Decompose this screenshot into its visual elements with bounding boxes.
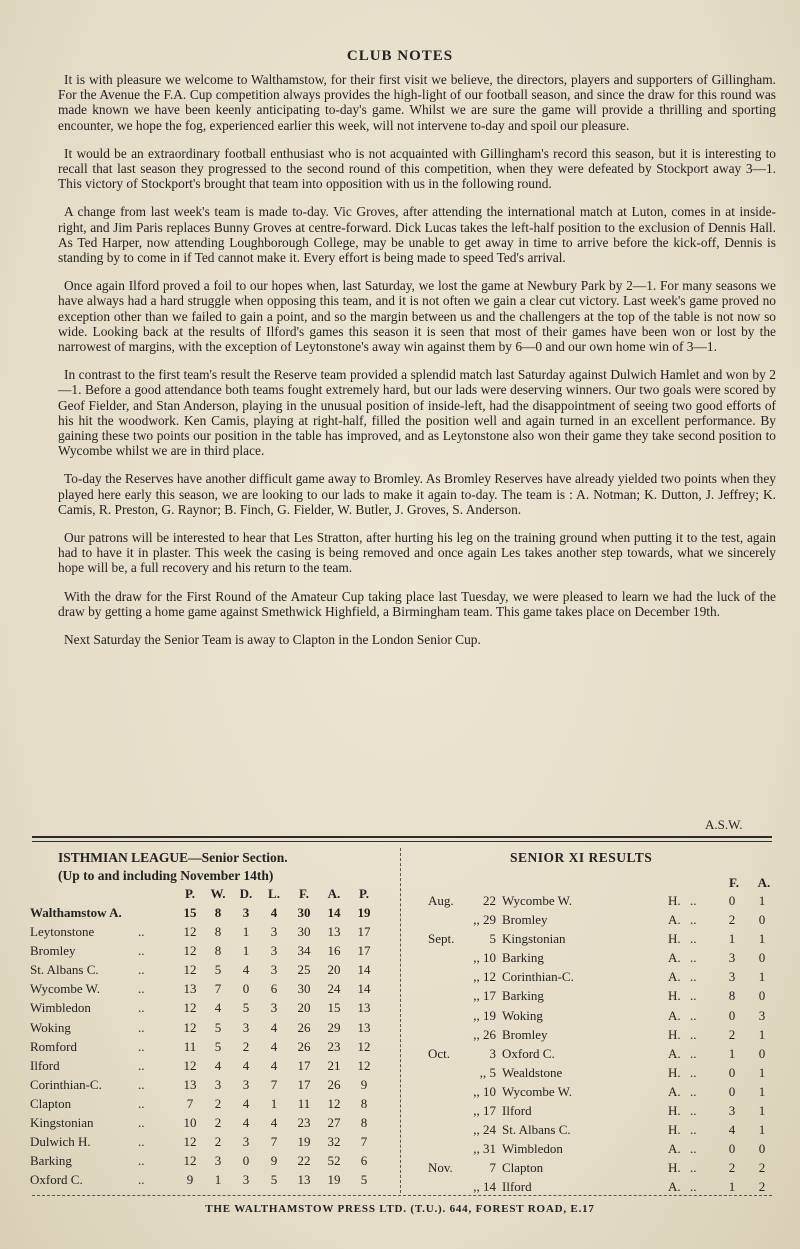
stat-cell: 16	[327, 943, 341, 959]
printer-imprint: THE WALTHAMSTOW PRESS LTD. (T.U.). 644, FOREST ROAD, E.17	[205, 1203, 595, 1215]
leader-dots: ..	[138, 1000, 145, 1016]
stat-cell: 13	[327, 924, 341, 940]
stat-cell: 8	[214, 943, 222, 959]
stat-cell: 23	[297, 1115, 311, 1131]
stat-cell: 11	[297, 1095, 311, 1111]
table-row	[30, 943, 390, 962]
day: ,, 26	[473, 1026, 496, 1042]
opponent: Kingstonian	[502, 931, 566, 947]
team-name: Barking	[30, 1153, 72, 1169]
result-row	[410, 1141, 780, 1160]
goals-for: 0	[728, 893, 736, 908]
stat-cell: 6	[270, 981, 278, 997]
month: Oct.	[428, 1045, 451, 1061]
club-notes-body	[58, 72, 776, 660]
league-column-header: W.	[210, 886, 226, 901]
stat-cell: 3	[242, 1076, 250, 1092]
page-title: CLUB NOTES	[346, 48, 454, 64]
result-row	[410, 931, 780, 950]
month: Sept.	[428, 931, 455, 947]
month: Aug.	[428, 893, 454, 908]
stat-cell: 5	[270, 1172, 278, 1188]
stat-cell: 20	[297, 1000, 311, 1016]
divider-rule	[32, 836, 772, 838]
stat-cell: 14	[357, 962, 371, 978]
goals-for: 2	[728, 912, 736, 928]
venue: H.	[668, 1103, 681, 1119]
team-name: Corinthian-C.	[30, 1076, 102, 1092]
goals-against: 0	[758, 912, 766, 928]
stat-cell: 7	[270, 1134, 278, 1150]
goals-against: 0	[758, 988, 766, 1004]
league-column-header: F.	[299, 886, 309, 901]
stat-cell: 3	[270, 943, 278, 959]
stat-cell: 13	[357, 1000, 371, 1016]
result-row	[410, 969, 780, 988]
stat-cell: 17	[357, 943, 371, 959]
stat-cell: 30	[297, 981, 311, 997]
paragraph: With the draw for the First Round of the Amateur Cup taking place last Tuesday, we were pleased to learn we had the luck of the draw by getting a home game against Smethwick Highfield, a Birmingham team. This game takes place on December 19th.	[58, 588, 776, 619]
table-row	[30, 1077, 390, 1096]
team-name: Dulwich H.	[30, 1134, 91, 1150]
stat-cell: 4	[270, 905, 278, 920]
opponent: Barking	[502, 988, 544, 1004]
opponent: Corinthian-C.	[502, 969, 574, 985]
stat-cell: 2	[214, 1134, 222, 1150]
leader-dots: ..	[690, 1064, 697, 1080]
stat-cell: 30	[297, 924, 311, 940]
result-row	[410, 1122, 780, 1141]
team-name: Wycombe W.	[30, 981, 100, 997]
column-divider	[400, 848, 401, 1193]
leader-dots: ..	[690, 1141, 697, 1157]
stat-cell: 2	[214, 1095, 222, 1111]
stat-cell: 12	[183, 1057, 197, 1073]
goals-for: 4	[728, 1122, 736, 1138]
league-rows	[30, 905, 390, 1191]
stat-cell: 3	[270, 1000, 278, 1016]
leader-dots: ..	[690, 1179, 697, 1195]
stat-cell: 10	[183, 1115, 197, 1131]
goals-for: 3	[728, 1103, 736, 1119]
for-header: F.	[729, 875, 739, 890]
leader-dots: ..	[690, 988, 697, 1004]
divider-rule	[32, 1195, 772, 1196]
opponent: Woking	[502, 1007, 543, 1023]
venue: H.	[668, 931, 681, 947]
goals-for: 1	[728, 1045, 736, 1061]
team-name: Leytonstone	[30, 924, 95, 940]
leader-dots: ..	[138, 1134, 145, 1150]
stat-cell: 6	[360, 1153, 368, 1169]
stat-cell: 4	[270, 1057, 278, 1073]
results-column-headers	[410, 875, 780, 891]
team-name: Woking	[30, 1019, 71, 1035]
league-subheading: (Up to and including November 14th)	[58, 868, 274, 883]
stat-cell: 52	[327, 1153, 341, 1169]
stat-cell: 26	[297, 1019, 311, 1035]
stat-cell: 13	[183, 981, 197, 997]
leader-dots: ..	[138, 1019, 145, 1035]
leader-dots: ..	[138, 1076, 145, 1092]
stat-cell: 8	[214, 905, 222, 920]
stat-cell: 29	[327, 1019, 341, 1035]
stat-cell: 23	[327, 1038, 341, 1054]
stat-cell: 24	[327, 981, 341, 997]
results-heading: SENIOR XI RESULTS	[510, 850, 653, 865]
leader-dots: ..	[690, 912, 697, 928]
leader-dots: ..	[690, 1083, 697, 1099]
stat-cell: 19	[327, 1172, 341, 1188]
paragraph: Once again Ilford proved a foil to our hopes when, last Saturday, we lost the game at Newbury Park by 2—1. For many seasons we have always had a hard struggle when opposing this team, and it is not often we gain a clear cut victory. Last week's game proved no exception other than we failed to gain a point, and so the margin between us and the challengers at the top of the table is not now so wide. Looking back at the results of Ilford's games this season it is seen that most of their games have been won or lost by the narrowest of margins, with the exception of Leytonstone's away win against them by 6—0 and our own home win of 3—1.	[58, 278, 776, 355]
stat-cell: 2	[214, 1115, 222, 1131]
opponent: St. Albans C.	[502, 1122, 571, 1138]
day: ,, 17	[473, 988, 496, 1004]
goals-against: 1	[758, 931, 766, 947]
venue: H.	[668, 988, 681, 1004]
stat-cell: 17	[297, 1076, 311, 1092]
goals-for: 1	[728, 931, 736, 947]
signoff: A.S.W.	[705, 817, 743, 832]
goals-against: 0	[758, 1141, 766, 1157]
stat-cell: 27	[327, 1115, 341, 1131]
paragraph: It would be an extraordinary football enthusiast who is not acquainted with Gillingham's record this season, but it is interesting to recall that last season they progressed to the second round of this competition, when they were defeated by Stockport away 3—1. This victory of Stockport's brought that team into opposition with us in the following round.	[58, 145, 776, 192]
stat-cell: 12	[357, 1057, 371, 1073]
opponent: Clapton	[502, 1160, 544, 1176]
goals-for: 0	[728, 1083, 736, 1099]
leader-dots: ..	[690, 893, 697, 908]
stat-cell: 26	[327, 1076, 341, 1092]
stat-cell: 15	[183, 905, 197, 920]
stat-cell: 8	[360, 1115, 368, 1131]
day: ,, 31	[473, 1141, 496, 1157]
paragraph: In contrast to the first team's result the Reserve team provided a splendid match last Saturday against Dulwich Hamlet and won by 2—1. Before a good attendance both teams fought extremely hard, but our lads were deserving winners. Our two goals were scored by Geof Fielder, and Stan Anderson, playing in the unusual position of inside-left, had the disappointment of seeing two good efforts of his hit the woodwork. Ken Camis, playing at right-half, filled the position well and again turned in an excellent performance. By gaining these two points our position in the table has improved, and as Leytonstone also won their game they take second position to Wycombe whilst we are in third place.	[58, 367, 776, 459]
stat-cell: 17	[357, 924, 371, 940]
leader-dots: ..	[138, 1172, 145, 1188]
stat-cell: 3	[242, 1134, 250, 1150]
stat-cell: 14	[357, 981, 371, 997]
leader-dots: ..	[138, 924, 145, 940]
team-name: St. Albans C.	[30, 962, 99, 978]
leader-dots: ..	[690, 1045, 697, 1061]
stat-cell: 3	[270, 962, 278, 978]
venue: A.	[668, 1141, 681, 1157]
goals-against: 0	[758, 950, 766, 966]
stat-cell: 3	[242, 1172, 250, 1188]
opponent: Wycombe W.	[502, 1083, 572, 1099]
goals-against: 1	[758, 1064, 766, 1080]
stat-cell: 5	[360, 1172, 368, 1188]
goals-for: 2	[728, 1160, 736, 1176]
leader-dots: ..	[690, 950, 697, 966]
opponent: Wealdstone	[502, 1064, 563, 1080]
leader-dots: ..	[690, 931, 697, 947]
stat-cell: 9	[360, 1076, 368, 1092]
stat-cell: 21	[327, 1057, 341, 1073]
venue: A.	[668, 912, 681, 928]
goals-against: 1	[758, 1103, 766, 1119]
stat-cell: 15	[327, 1000, 341, 1016]
goals-against: 0	[758, 1045, 766, 1061]
result-row	[410, 1084, 780, 1103]
team-name: Kingstonian	[30, 1115, 94, 1131]
opponent: Wimbledon	[502, 1141, 563, 1157]
month: Nov.	[428, 1160, 453, 1176]
stat-cell: 3	[242, 1019, 250, 1035]
venue: A.	[668, 1045, 681, 1061]
stat-cell: 4	[270, 1038, 278, 1054]
leader-dots: ..	[138, 981, 145, 997]
stat-cell: 1	[242, 924, 250, 940]
opponent: Wycombe W.	[502, 893, 572, 908]
venue: H.	[668, 893, 681, 908]
table-row	[30, 1058, 390, 1077]
table-row	[30, 1096, 390, 1115]
table-row	[30, 924, 390, 943]
result-row	[410, 1103, 780, 1122]
stat-cell: 4	[242, 1115, 250, 1131]
goals-against: 1	[758, 893, 766, 908]
league-column-header: A.	[327, 886, 341, 901]
venue: A.	[668, 1083, 681, 1099]
leader-dots: ..	[138, 1153, 145, 1169]
team-name: Oxford C.	[30, 1172, 83, 1188]
stat-cell: 9	[186, 1172, 194, 1188]
table-row	[30, 981, 390, 1000]
goals-for: 0	[728, 1064, 736, 1080]
table-row	[30, 1153, 390, 1172]
paragraph: It is with pleasure we welcome to Walthamstow, for their first visit we believe, the directors, players and supporters of Gillingham. For the Avenue the F.A. Cup competition always provides the high-light of our football season, and since the draw for this round was made known we have been keenly anticipating to-day's game. Whilst we are sure the game will provide a thrilling and sporting encounter, we hope the fog, experienced earlier this week, will not intervene to-day and spoil our pleasure.	[58, 72, 776, 133]
day: ,, 24	[473, 1122, 496, 1138]
stat-cell: 20	[327, 962, 341, 978]
team-name: Walthamstow A.	[30, 905, 122, 920]
stat-cell: 4	[214, 1057, 222, 1073]
day: 7	[489, 1160, 496, 1176]
league-column-headers	[30, 886, 390, 904]
stat-cell: 5	[214, 1019, 222, 1035]
result-row	[410, 950, 780, 969]
league-column-header: P.	[359, 886, 369, 901]
stat-cell: 12	[183, 1153, 197, 1169]
stat-cell: 34	[297, 943, 311, 959]
table-row	[30, 1020, 390, 1039]
stat-cell: 0	[242, 981, 250, 997]
stat-cell: 17	[297, 1057, 311, 1073]
leader-dots: ..	[138, 943, 145, 959]
stat-cell: 3	[242, 905, 250, 920]
stat-cell: 25	[297, 962, 311, 978]
goals-against: 1	[758, 969, 766, 985]
table-row	[30, 1115, 390, 1134]
stat-cell: 12	[183, 1134, 197, 1150]
stat-cell: 12	[357, 1038, 371, 1054]
result-row	[410, 912, 780, 931]
stat-cell: 1	[242, 943, 250, 959]
opponent: Bromley	[502, 1026, 548, 1042]
goals-for: 3	[728, 969, 736, 985]
stat-cell: 12	[183, 924, 197, 940]
day: ,, 29	[473, 912, 496, 928]
table-row	[30, 1134, 390, 1153]
paragraph: Next Saturday the Senior Team is away to Clapton in the London Senior Cup.	[64, 632, 481, 648]
stat-cell: 12	[183, 962, 197, 978]
stat-cell: 30	[297, 905, 311, 920]
stat-cell: 4	[242, 962, 250, 978]
result-row	[410, 1160, 780, 1179]
stat-cell: 8	[214, 924, 222, 940]
leader-dots: ..	[138, 1038, 145, 1054]
against-header: A.	[757, 875, 771, 890]
stat-cell: 2	[242, 1038, 250, 1054]
result-row	[410, 893, 780, 912]
result-row	[410, 1027, 780, 1046]
leader-dots: ..	[138, 1095, 145, 1111]
table-row	[30, 1172, 390, 1191]
day: ,, 19	[473, 1007, 496, 1023]
stat-cell: 19	[297, 1134, 311, 1150]
result-row	[410, 1065, 780, 1084]
day: ,, 12	[473, 969, 496, 985]
stat-cell: 12	[183, 1019, 197, 1035]
venue: H.	[668, 1064, 681, 1080]
stat-cell: 13	[297, 1172, 311, 1188]
stat-cell: 22	[297, 1153, 311, 1169]
stat-cell: 12	[327, 1095, 341, 1111]
stat-cell: 8	[360, 1095, 368, 1111]
goals-against: 1	[758, 1026, 766, 1042]
day: ,, 10	[473, 950, 496, 966]
venue: A.	[668, 1179, 681, 1195]
stat-cell: 14	[327, 905, 341, 920]
stat-cell: 19	[357, 905, 371, 920]
venue: A.	[668, 1007, 681, 1023]
goals-against: 1	[758, 1083, 766, 1099]
team-name: Romford	[30, 1038, 77, 1054]
leader-dots: ..	[690, 1160, 697, 1176]
opponent: Ilford	[502, 1103, 532, 1119]
league-column-header: L.	[268, 886, 280, 901]
day: ,, 5	[479, 1064, 496, 1080]
leader-dots: ..	[690, 1026, 697, 1042]
goals-against: 2	[758, 1160, 766, 1176]
opponent: Barking	[502, 950, 544, 966]
leader-dots: ..	[138, 962, 145, 978]
table-row	[30, 962, 390, 981]
venue: A.	[668, 950, 681, 966]
stat-cell: 4	[270, 1019, 278, 1035]
day: 3	[489, 1045, 496, 1061]
team-name: Wimbledon	[30, 1000, 91, 1016]
results-rows	[410, 893, 780, 1199]
opponent: Bromley	[502, 912, 548, 928]
team-name: Clapton	[30, 1095, 72, 1111]
result-row	[410, 988, 780, 1007]
divider-rule	[32, 841, 772, 842]
stat-cell: 4	[270, 1115, 278, 1131]
stat-cell: 1	[270, 1095, 278, 1111]
team-name: Bromley	[30, 943, 76, 959]
stat-cell: 13	[357, 1019, 371, 1035]
team-name: Ilford	[30, 1057, 60, 1073]
stat-cell: 1	[214, 1172, 222, 1188]
venue: H.	[668, 1026, 681, 1042]
stat-cell: 32	[327, 1134, 341, 1150]
stat-cell: 5	[214, 1038, 222, 1054]
stat-cell: 4	[214, 1000, 222, 1016]
stat-cell: 0	[242, 1153, 250, 1169]
league-column-header: D.	[239, 886, 253, 901]
day: ,, 17	[473, 1103, 496, 1119]
stat-cell: 3	[214, 1153, 222, 1169]
stat-cell: 5	[242, 1000, 250, 1016]
table-row	[30, 905, 390, 924]
result-row	[410, 1046, 780, 1065]
stat-cell: 12	[183, 1000, 197, 1016]
day: ,, 14	[473, 1179, 496, 1195]
paragraph: A change from last week's team is made to-day. Vic Groves, after attending the international match at Luton, comes in at inside-right, and Jim Paris replaces Bunny Groves at centre-forward. Dick Lucas takes the left-half position to the exclusion of Dennis Hall. As Ted Harper, now attending Loughborough College, may be unable to get away in time to arrive before the kick-off, Dennis is standing by to come in if Ted cannot make it. Every effort is being made to speed Ted's arrival.	[58, 204, 776, 266]
day: 22	[483, 893, 496, 908]
goals-for: 8	[728, 988, 736, 1004]
stat-cell: 26	[297, 1038, 311, 1054]
leader-dots: ..	[690, 1103, 697, 1119]
stat-cell: 4	[242, 1095, 250, 1111]
leader-dots: ..	[690, 969, 697, 985]
opponent: Oxford C.	[502, 1045, 555, 1061]
day: 5	[489, 931, 496, 947]
stat-cell: 7	[214, 981, 222, 997]
venue: H.	[668, 1122, 681, 1138]
league-column-header: P.	[185, 886, 195, 901]
opponent: Ilford	[502, 1179, 532, 1195]
stat-cell: 4	[242, 1057, 250, 1073]
stat-cell: 7	[186, 1095, 194, 1111]
leader-dots: ..	[138, 1057, 145, 1073]
goals-against: 2	[758, 1179, 766, 1195]
day: ,, 10	[473, 1083, 496, 1099]
table-row	[30, 1039, 390, 1058]
venue: H.	[668, 1160, 681, 1176]
goals-against: 3	[758, 1007, 766, 1023]
goals-against: 1	[758, 1122, 766, 1138]
goals-for: 2	[728, 1026, 736, 1042]
stat-cell: 3	[270, 924, 278, 940]
goals-for: 0	[728, 1141, 736, 1157]
stat-cell: 5	[214, 962, 222, 978]
league-heading: ISTHMIAN LEAGUE—Senior Section.	[58, 850, 288, 865]
venue: A.	[668, 969, 681, 985]
stat-cell: 11	[183, 1038, 197, 1054]
goals-for: 3	[728, 950, 736, 966]
stat-cell: 3	[214, 1076, 222, 1092]
stat-cell: 9	[270, 1153, 278, 1169]
stat-cell: 12	[183, 943, 197, 959]
leader-dots: ..	[138, 1115, 145, 1131]
stat-cell: 7	[360, 1134, 368, 1150]
paragraph: Our patrons will be interested to hear that Les Stratton, after hurting his leg on the training ground when putting it to the test, again had to have it in plaster. This week the casing is being removed and once again Les takes another step towards, what we sincerely hope will be, a full recovery and his return to the team.	[58, 530, 776, 576]
leader-dots: ..	[690, 1122, 697, 1138]
goals-for: 0	[728, 1007, 736, 1023]
result-row	[410, 1008, 780, 1027]
stat-cell: 13	[183, 1076, 197, 1092]
paragraph: To-day the Reserves have another difficult game away to Bromley. As Bromley Reserves have already yielded two points when they played here early this season, we are looking to our lads to make it again to-day. The team is : A. Notman; K. Dutton, J. Jeffrey; K. Camis, R. Preston, G. Raynor; B. Finch, G. Fielder, W. Butler, J. Groves, S. Anderson.	[58, 471, 776, 517]
stat-cell: 7	[270, 1076, 278, 1092]
leader-dots: ..	[690, 1007, 697, 1023]
goals-for: 1	[728, 1179, 736, 1195]
table-row	[30, 1000, 390, 1019]
